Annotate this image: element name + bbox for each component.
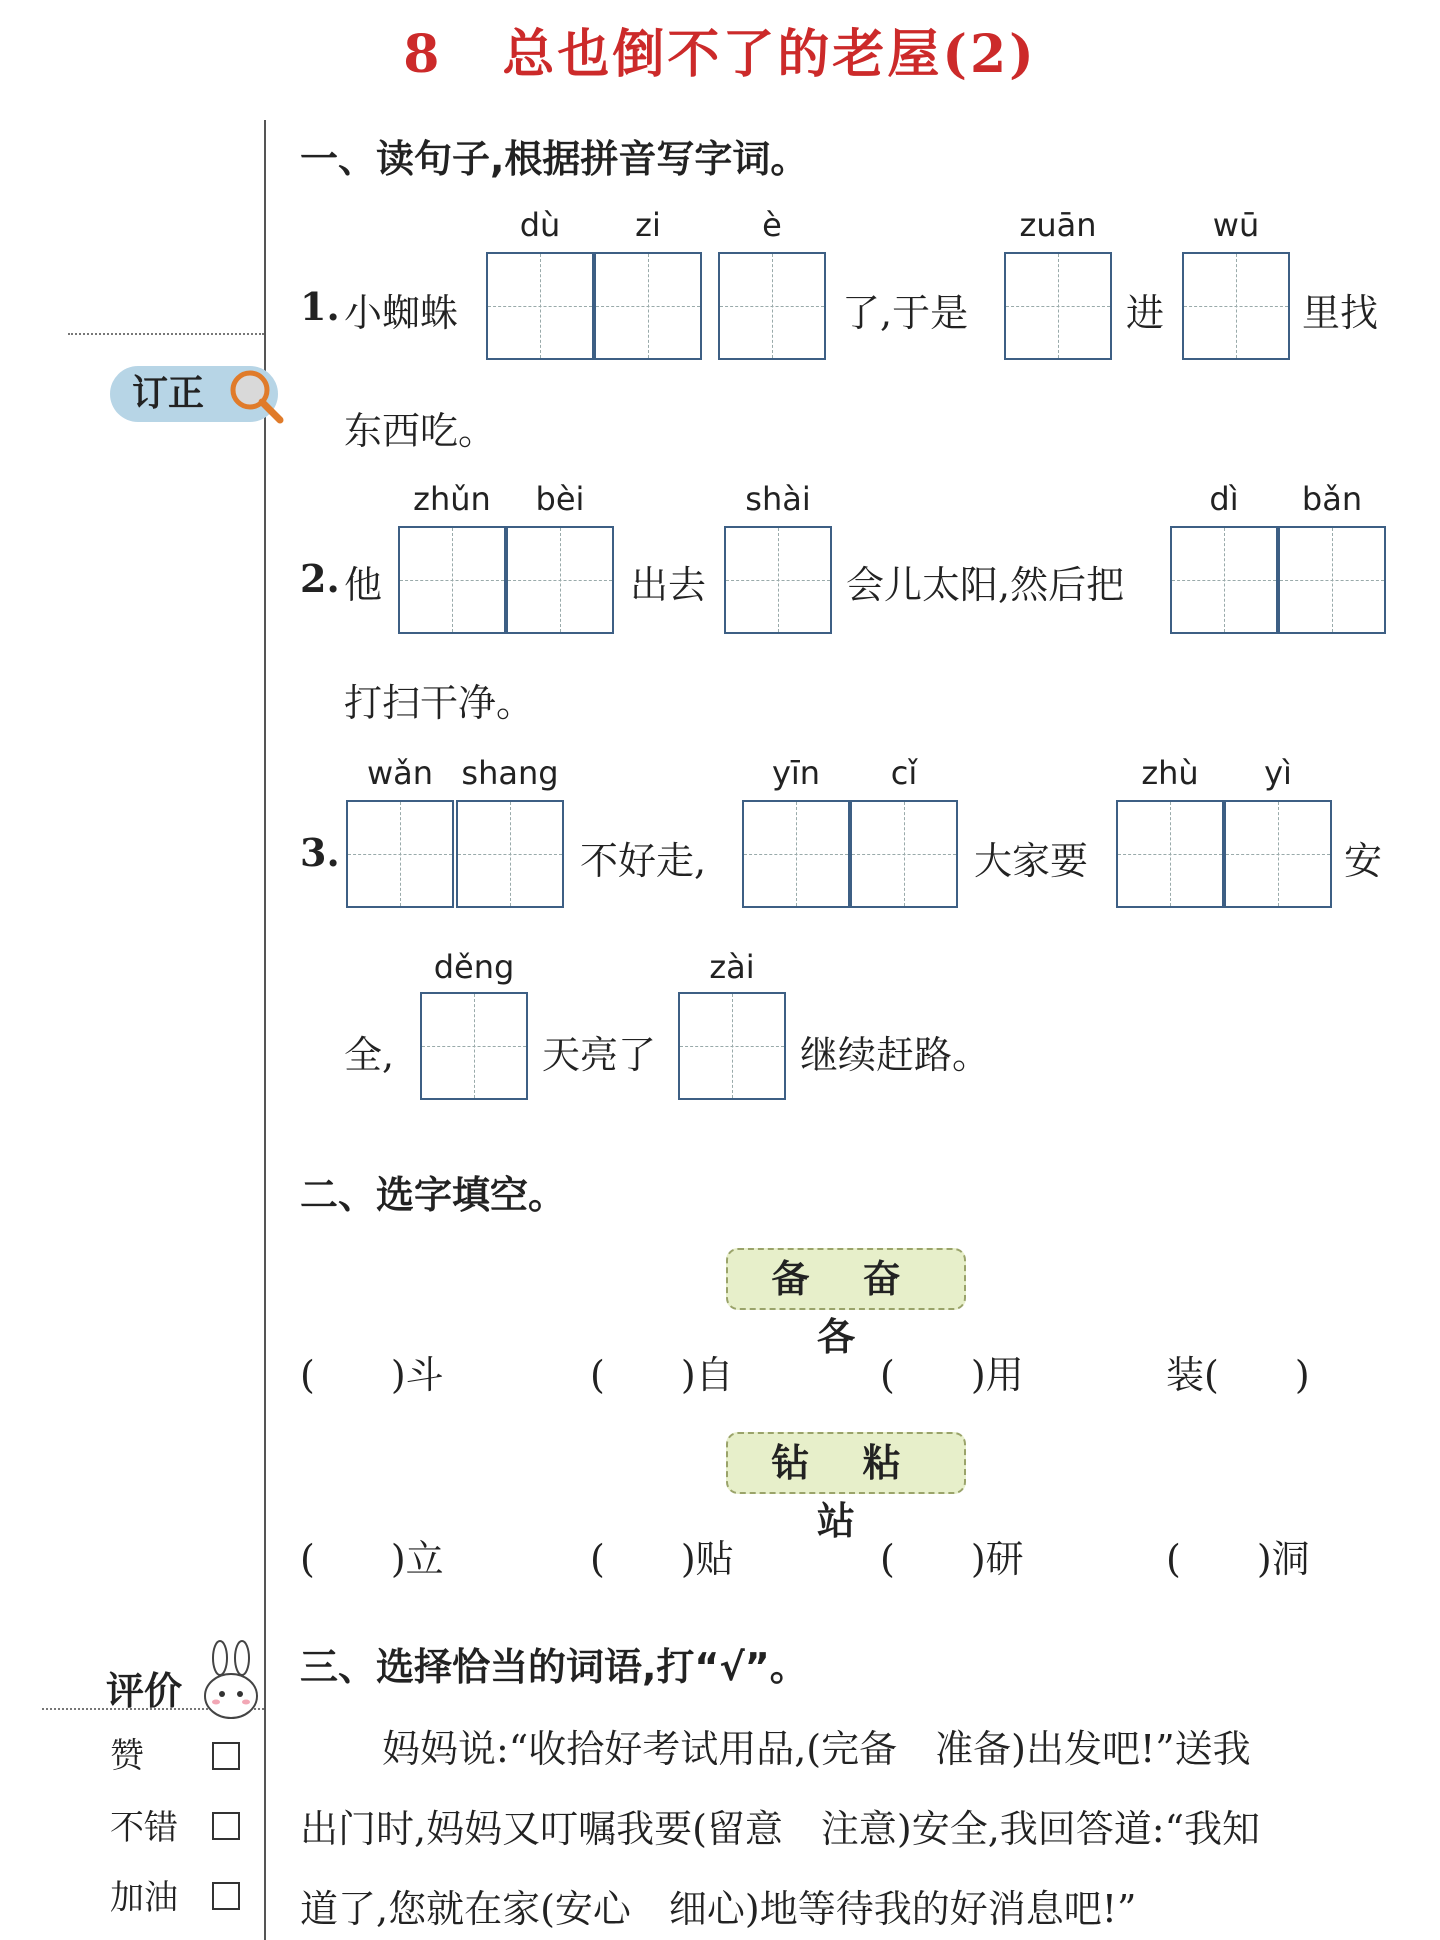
pinyin-label: bǎn [1301,480,1363,518]
fill-blank-item[interactable]: ( )洞 [1166,1537,1310,1581]
lesson-title: 总也倒不了的老屋(2) [502,24,1037,85]
writing-box[interactable] [456,800,564,908]
pinyin-label: wū [1212,206,1260,244]
pinyin-label: bèi [535,480,585,518]
paragraph-line: 出门时,妈妈又叮嘱我要(留意 注意)安全,我回答道:“我知 [300,1807,1261,1851]
pinyin-label: cǐ [890,754,918,792]
char-options-box: 备 奋 各 [726,1248,966,1310]
writing-box[interactable] [1278,526,1386,634]
paragraph-line: 妈妈说:“收拾好考试用品,(完备 准备)出发吧!”送我 [382,1727,1251,1771]
q3-text-mid2: 大家要 [974,839,1089,883]
section1-heading: 一、读句子,根据拼音写字词。 [300,137,809,181]
fill-blank-item[interactable]: 装( ) [1166,1353,1310,1397]
rating-checkbox[interactable] [212,1812,240,1840]
fill-blank-item[interactable]: ( )用 [880,1353,1024,1397]
rating-option-label: 加油 [110,1878,178,1918]
writing-box[interactable] [1224,800,1332,908]
pinyin-label: zhǔn [413,480,491,518]
writing-box[interactable] [486,252,594,360]
margin-dashed-line [68,333,264,335]
writing-box[interactable] [850,800,958,908]
fill-blank-item[interactable]: ( )贴 [590,1537,734,1581]
writing-box[interactable] [1170,526,1278,634]
writing-box[interactable] [718,252,826,360]
rating-option-label: 赞 [110,1736,144,1776]
writing-box[interactable] [1182,252,1290,360]
writing-box[interactable] [724,526,832,634]
pinyin-label: wǎn [366,754,434,792]
q2-number: 2. [300,556,340,601]
evaluation-label: 评价 [106,1669,183,1713]
q3-number: 3. [300,830,340,875]
q3-text-line2-post: 继续赶路。 [800,1033,991,1077]
q2-text-line2: 打扫干净。 [344,681,535,725]
writing-box[interactable] [742,800,850,908]
pinyin-label: yīn [771,754,821,792]
q1-text-post: 里找 [1302,291,1379,335]
q3-text-mid1: 不好走, [580,839,707,883]
writing-box[interactable] [1004,252,1112,360]
section2-heading: 二、选字填空。 [300,1173,567,1217]
q2-text-mid2: 会儿太阳,然后把 [846,563,1125,607]
pinyin-label: zi [635,206,661,244]
magnifier-icon [224,364,286,426]
pinyin-label: shang [461,754,559,792]
writing-box[interactable] [346,800,454,908]
fill-blank-item[interactable]: ( )立 [300,1537,444,1581]
char-options-box: 钻 粘 站 [726,1432,966,1494]
q2-text-pre: 他 [344,563,383,607]
q1-text-mid1: 了,于是 [842,291,969,335]
q1-text-mid2: 进 [1126,291,1165,335]
q3-text-post: 安 [1344,839,1383,883]
writing-box[interactable] [420,992,528,1100]
page-title [0,12,1440,87]
section3-heading: 三、选择恰当的词语,打“√”。 [300,1645,808,1689]
rating-checkbox[interactable] [212,1742,240,1770]
q1-number: 1. [300,284,340,329]
pinyin-label: děng [433,948,515,986]
pinyin-label: zhù [1141,754,1199,792]
lesson-number: 8 [403,24,443,85]
writing-box[interactable] [506,526,614,634]
q3-text-line2-mid: 天亮了 [542,1033,657,1077]
pinyin-label: yì [1264,754,1292,792]
writing-box[interactable] [1116,800,1224,908]
rabbit-icon [196,1640,266,1722]
correction-label: 订正 [132,373,205,414]
fill-blank-item[interactable]: ( )自 [590,1353,734,1397]
writing-box[interactable] [594,252,702,360]
pinyin-label: shài [745,480,811,518]
pinyin-label: dì [1209,480,1239,518]
writing-box[interactable] [398,526,506,634]
rating-option-label: 不错 [110,1808,178,1848]
fill-blank-item[interactable]: ( )研 [880,1537,1024,1581]
q1-text-pre: 小蜘蛛 [344,291,459,335]
pinyin-label: zài [709,948,755,986]
pinyin-label: zuān [1019,206,1097,244]
writing-box[interactable] [678,992,786,1100]
q2-text-mid1: 出去 [630,563,707,607]
rating-checkbox[interactable] [212,1882,240,1910]
paragraph-line: 道了,您就在家(安心 细心)地等待我的好消息吧!” [300,1887,1137,1931]
q1-text-line2: 东西吃。 [344,409,497,453]
pinyin-label: è [762,206,782,244]
fill-blank-item[interactable]: ( )斗 [300,1353,444,1397]
pinyin-label: dù [519,206,561,244]
q3-text-line2-pre: 全, [344,1033,395,1077]
